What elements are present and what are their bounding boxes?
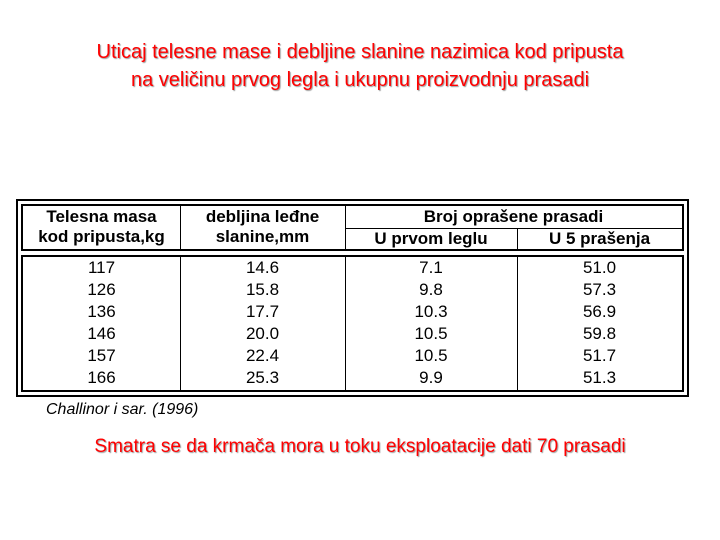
slide-title	[0, 38, 720, 94]
table-cell: 14.6	[245, 258, 280, 277]
table-cell: 17.7	[245, 302, 280, 321]
table-cell: 10.3	[414, 302, 448, 321]
header-col3: U prvom leglu	[374, 229, 488, 248]
table-cell: 126	[87, 280, 116, 299]
header-col2-line2: slanine,mm	[215, 227, 310, 246]
footnote: Smatra se da krmača mora u toku eksploatacije dati 70 prasadi	[94, 436, 626, 457]
table-cell: 146	[87, 324, 116, 343]
table-cell: 136	[87, 302, 116, 321]
header-col4: U 5 prašenja	[548, 229, 651, 248]
table-cell: 51.3	[582, 368, 617, 387]
table-cell: 7.1	[419, 258, 443, 277]
data-table	[16, 199, 689, 397]
title-line-2: na veličinu prvog legla i ukupnu proizvodnju prasadi	[130, 69, 590, 91]
table-cell: 57.3	[582, 280, 617, 299]
header-col1-line1: Telesna masa	[46, 207, 157, 226]
table-header	[21, 204, 684, 251]
table-cell: 25.3	[245, 368, 280, 387]
table-cell: 117	[87, 258, 116, 277]
table-body	[21, 255, 684, 392]
table-cell: 157	[87, 346, 116, 365]
table-cell: 51.0	[582, 258, 617, 277]
source-citation: Challinor i sar. (1996)	[46, 401, 199, 418]
header-group: Broj oprašene prasadi	[423, 207, 604, 226]
table-cell: 15.8	[245, 280, 280, 299]
table-cell: 20.0	[245, 324, 280, 343]
header-col1-line2: kod pripusta,kg	[38, 227, 165, 246]
table-cell: 9.8	[419, 280, 443, 299]
header-col2-line1: debljina leđne	[205, 207, 320, 226]
table-cell: 10.5	[414, 324, 448, 343]
table-cell: 51.7	[582, 346, 617, 365]
table-cell: 56.9	[582, 302, 617, 321]
table-cell: 59.8	[582, 324, 617, 343]
table-cell: 10.5	[414, 346, 448, 365]
table-cell: 22.4	[245, 346, 280, 365]
title-line-1: Uticaj telesne mase i debljine slanine nazimica kod pripusta	[96, 41, 624, 63]
table-cell: 166	[87, 368, 116, 387]
table-cell: 9.9	[419, 368, 443, 387]
